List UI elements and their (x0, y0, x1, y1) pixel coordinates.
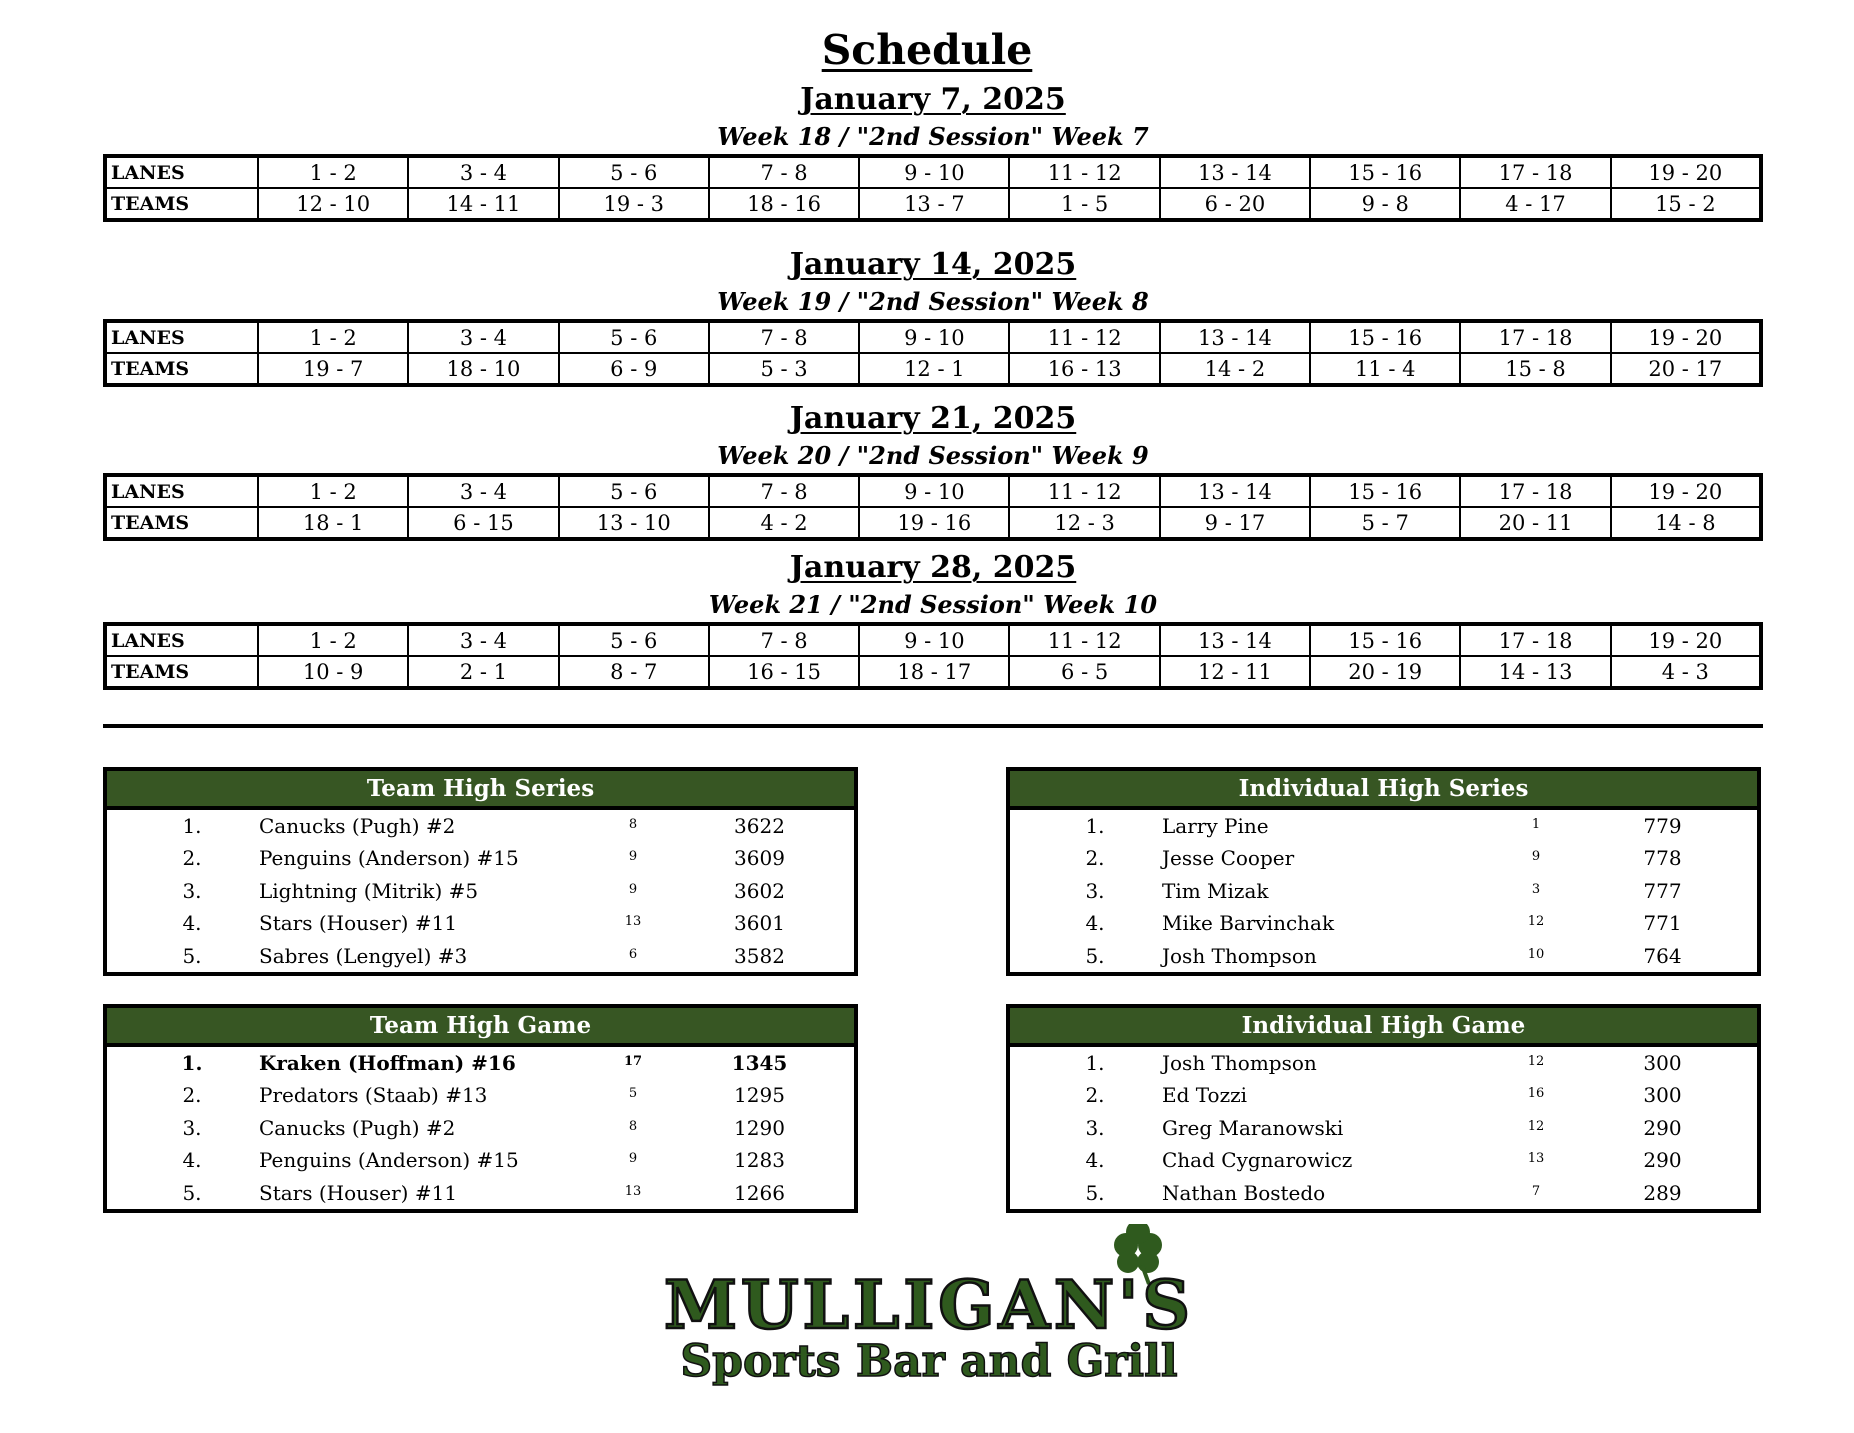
lane-cell: 19 - 20 (1611, 475, 1761, 507)
standing-row (107, 1047, 854, 1079)
lane-cell: 17 - 18 (1460, 624, 1610, 656)
lane-number: 17 (623, 1054, 643, 1069)
matchup-cell: 5 - 3 (709, 353, 859, 385)
week-label: Week 20 / "2nd Session" Week 9 (717, 441, 1149, 470)
week-date: January 21, 2025 (789, 401, 1077, 436)
lane-cell: 5 - 6 (559, 475, 709, 507)
standing-row (107, 1177, 854, 1209)
standing-row (107, 1144, 854, 1176)
matchup-cell: 14 - 8 (1611, 507, 1761, 539)
matchup-cell: 5 - 7 (1310, 507, 1460, 539)
score: 771 (1643, 911, 1682, 936)
box-title: Individual High Game (1010, 1008, 1757, 1047)
lane-cell: 9 - 10 (859, 624, 1009, 656)
standing-row (107, 875, 854, 907)
matchup-cell: 15 - 2 (1611, 188, 1761, 220)
lane-cell: 9 - 10 (859, 321, 1009, 353)
standing-row (107, 907, 854, 939)
score: 1345 (731, 1051, 788, 1075)
rank: 1. (181, 1051, 203, 1075)
lane-number: 12 (1527, 914, 1545, 930)
score: 3609 (734, 846, 785, 871)
lane-number: 5 (628, 1086, 638, 1102)
matchup-cell: 20 - 19 (1310, 656, 1460, 688)
week-date: January 28, 2025 (789, 550, 1077, 585)
week-block (103, 399, 1763, 541)
matchup-cell: 12 - 11 (1160, 656, 1310, 688)
score: 1295 (734, 1083, 785, 1108)
matchup-cell: 18 - 16 (709, 188, 859, 220)
name: Ed Tozzi (1162, 1083, 1248, 1108)
matchup-cell: 6 - 5 (1009, 656, 1159, 688)
teams-row (105, 656, 1761, 688)
week-label: Week 19 / "2nd Session" Week 8 (717, 287, 1149, 316)
schedule-table (103, 622, 1763, 690)
matchup-cell: 9 - 17 (1160, 507, 1310, 539)
lane-cell: 17 - 18 (1460, 321, 1610, 353)
score: 778 (1643, 846, 1682, 871)
name: Canucks (Pugh) #2 (259, 1115, 456, 1140)
lane-cell: 7 - 8 (709, 475, 859, 507)
rank: 1. (1085, 1051, 1105, 1075)
lanes-row (105, 475, 1761, 507)
individual-high-game-box (1006, 1004, 1761, 1213)
teams-label: TEAMS (105, 507, 258, 539)
lane-cell: 3 - 4 (408, 624, 558, 656)
standing-row (1010, 875, 1757, 907)
rank: 5. (1085, 943, 1105, 968)
teams-label: TEAMS (105, 656, 258, 688)
matchup-cell: 6 - 9 (559, 353, 709, 385)
lane-number: 10 (1527, 946, 1545, 962)
score: 764 (1643, 943, 1682, 968)
score: 289 (1643, 1180, 1682, 1205)
lane-number: 1 (1531, 817, 1541, 832)
lane-cell: 13 - 14 (1160, 475, 1310, 507)
lane-cell: 1 - 2 (258, 321, 408, 353)
rank: 2. (1085, 1083, 1105, 1108)
name: Tim Mizak (1162, 878, 1269, 903)
lane-number: 9 (628, 881, 638, 897)
name: Penguins (Anderson) #15 (259, 1148, 519, 1173)
rank: 3. (1085, 878, 1105, 903)
team-high-series-box (103, 767, 858, 976)
teams-row (105, 188, 1761, 220)
box-title: Team High Series (107, 771, 854, 810)
box-title: Individual High Series (1010, 771, 1757, 810)
lane-cell: 5 - 6 (559, 624, 709, 656)
lane-cell: 3 - 4 (408, 321, 558, 353)
box-title: Team High Game (107, 1008, 854, 1047)
lane-number: 12 (1527, 1054, 1545, 1069)
rank: 4. (1085, 1148, 1105, 1173)
matchup-cell: 19 - 7 (258, 353, 408, 385)
schedule-table (103, 473, 1763, 541)
matchup-cell: 18 - 1 (258, 507, 408, 539)
team-high-game-box (103, 1004, 858, 1213)
name: Jesse Cooper (1162, 846, 1295, 871)
schedule-table (103, 319, 1763, 387)
lane-cell: 15 - 16 (1310, 156, 1460, 188)
week-block (103, 245, 1763, 387)
week-block (103, 80, 1763, 222)
section-divider (103, 724, 1763, 728)
name: Predators (Staab) #13 (259, 1083, 488, 1108)
lane-number: 8 (628, 817, 638, 832)
matchup-cell: 13 - 10 (559, 507, 709, 539)
standing-row (107, 810, 854, 842)
matchup-cell: 6 - 15 (408, 507, 558, 539)
standing-row (107, 842, 854, 874)
lane-cell: 9 - 10 (859, 475, 1009, 507)
name: Josh Thompson (1162, 943, 1317, 968)
rank: 1. (182, 814, 202, 838)
lane-cell: 1 - 2 (258, 156, 408, 188)
lane-cell: 13 - 14 (1160, 624, 1310, 656)
rank: 4. (1085, 911, 1105, 936)
matchup-cell: 2 - 1 (408, 656, 558, 688)
schedule-table (103, 154, 1763, 222)
matchup-cell: 16 - 15 (709, 656, 859, 688)
lanes-row (105, 624, 1761, 656)
lane-cell: 1 - 2 (258, 475, 408, 507)
lane-cell: 7 - 8 (709, 321, 859, 353)
score: 1266 (734, 1180, 785, 1205)
name: Penguins (Anderson) #15 (259, 846, 519, 871)
lane-cell: 7 - 8 (709, 624, 859, 656)
rank: 3. (1085, 1115, 1105, 1140)
mulligans-logo (598, 1224, 1260, 1386)
name: Greg Maranowski (1162, 1115, 1344, 1140)
lane-cell: 11 - 12 (1009, 321, 1159, 353)
standing-row (1010, 842, 1757, 874)
score: 3601 (734, 911, 785, 936)
teams-label: TEAMS (105, 353, 258, 385)
name: Chad Cygnarowicz (1162, 1148, 1353, 1173)
matchup-cell: 14 - 11 (408, 188, 558, 220)
logo-line-1: MULLIGAN'S (663, 1266, 1195, 1344)
lane-cell: 15 - 16 (1310, 624, 1460, 656)
lane-cell: 15 - 16 (1310, 321, 1460, 353)
logo-line-2: Sports Bar and Grill (680, 1336, 1178, 1386)
rank: 2. (1085, 846, 1105, 871)
lane-number: 8 (628, 1118, 638, 1134)
name: Stars (Houser) #11 (259, 1180, 458, 1205)
lane-cell: 9 - 10 (859, 156, 1009, 188)
name: Josh Thompson (1162, 1051, 1317, 1075)
rank: 5. (182, 1180, 202, 1205)
lane-number: 9 (1531, 849, 1541, 865)
matchup-cell: 12 - 3 (1009, 507, 1159, 539)
score: 1290 (734, 1115, 785, 1140)
lane-cell: 11 - 12 (1009, 475, 1159, 507)
standing-row (1010, 810, 1757, 842)
week-date: January 7, 2025 (800, 82, 1066, 117)
lane-cell: 13 - 14 (1160, 321, 1310, 353)
teams-label: TEAMS (105, 188, 258, 220)
lanes-label: LANES (105, 624, 258, 656)
week-label: Week 18 / "2nd Session" Week 7 (717, 122, 1149, 151)
lanes-label: LANES (105, 475, 258, 507)
matchup-cell: 16 - 13 (1009, 353, 1159, 385)
name: Nathan Bostedo (1162, 1180, 1326, 1205)
lane-cell: 19 - 20 (1611, 624, 1761, 656)
lane-cell: 13 - 14 (1160, 156, 1310, 188)
matchup-cell: 6 - 20 (1160, 188, 1310, 220)
teams-row (105, 507, 1761, 539)
rank: 5. (1085, 1180, 1105, 1205)
matchup-cell: 20 - 11 (1460, 507, 1610, 539)
matchup-cell: 19 - 3 (559, 188, 709, 220)
lane-number: 16 (1527, 1086, 1545, 1102)
score: 1283 (734, 1148, 785, 1173)
page-title: Schedule (821, 26, 1033, 74)
rank: 3. (182, 1115, 202, 1140)
standing-row (1010, 940, 1757, 972)
matchup-cell: 13 - 7 (859, 188, 1009, 220)
score: 3582 (734, 943, 785, 968)
score: 3622 (734, 814, 785, 838)
name: Stars (Houser) #11 (259, 911, 458, 936)
lane-cell: 7 - 8 (709, 156, 859, 188)
rank: 1. (1085, 814, 1105, 838)
standing-row (1010, 1047, 1757, 1079)
rank: 5. (182, 943, 202, 968)
week-block (103, 548, 1763, 690)
score: 300 (1643, 1051, 1682, 1075)
lane-cell: 11 - 12 (1009, 624, 1159, 656)
rank: 4. (182, 911, 202, 936)
standing-row (107, 1112, 854, 1144)
standing-row (1010, 907, 1757, 939)
matchup-cell: 20 - 17 (1611, 353, 1761, 385)
rank: 2. (182, 846, 202, 871)
score: 3602 (734, 878, 785, 903)
score: 300 (1643, 1083, 1682, 1108)
score: 779 (1643, 814, 1682, 838)
standing-row (1010, 1177, 1757, 1209)
lane-cell: 5 - 6 (559, 156, 709, 188)
matchup-cell: 18 - 17 (859, 656, 1009, 688)
lane-cell: 5 - 6 (559, 321, 709, 353)
name: Kraken (Hoffman) #16 (259, 1051, 516, 1075)
lane-number: 3 (1531, 881, 1541, 897)
week-date: January 14, 2025 (789, 247, 1077, 282)
matchup-cell: 19 - 16 (859, 507, 1009, 539)
standing-row (107, 1079, 854, 1111)
lanes-label: LANES (105, 321, 258, 353)
standing-row (1010, 1144, 1757, 1176)
lane-number: 13 (624, 1183, 642, 1199)
matchup-cell: 12 - 1 (859, 353, 1009, 385)
matchup-cell: 11 - 4 (1310, 353, 1460, 385)
lane-cell: 15 - 16 (1310, 475, 1460, 507)
matchup-cell: 4 - 2 (709, 507, 859, 539)
lane-cell: 1 - 2 (258, 624, 408, 656)
matchup-cell: 12 - 10 (258, 188, 408, 220)
matchup-cell: 14 - 13 (1460, 656, 1610, 688)
lane-number: 6 (628, 946, 638, 962)
lane-number: 13 (624, 914, 642, 930)
rank: 2. (182, 1083, 202, 1108)
score: 290 (1643, 1115, 1682, 1140)
teams-row (105, 353, 1761, 385)
lane-number: 12 (1527, 1118, 1545, 1134)
name: Lightning (Mitrik) #5 (259, 878, 479, 903)
lane-cell: 3 - 4 (408, 156, 558, 188)
individual-high-series-box (1006, 767, 1761, 976)
lanes-row (105, 321, 1761, 353)
lane-number: 9 (628, 1151, 638, 1167)
lane-cell: 3 - 4 (408, 475, 558, 507)
week-label: Week 21 / "2nd Session" Week 10 (708, 590, 1158, 619)
lanes-label: LANES (105, 156, 258, 188)
lane-cell: 19 - 20 (1611, 321, 1761, 353)
standing-row (107, 940, 854, 972)
score: 290 (1643, 1148, 1682, 1173)
name: Larry Pine (1162, 814, 1269, 838)
standing-row (1010, 1112, 1757, 1144)
matchup-cell: 14 - 2 (1160, 353, 1310, 385)
lane-number: 9 (628, 849, 638, 865)
matchup-cell: 10 - 9 (258, 656, 408, 688)
rank: 4. (182, 1148, 202, 1173)
lane-cell: 11 - 12 (1009, 156, 1159, 188)
name: Sabres (Lengyel) #3 (259, 943, 468, 968)
lane-cell: 17 - 18 (1460, 156, 1610, 188)
matchup-cell: 1 - 5 (1009, 188, 1159, 220)
lane-number: 7 (1531, 1183, 1541, 1199)
matchup-cell: 4 - 3 (1611, 656, 1761, 688)
matchup-cell: 8 - 7 (559, 656, 709, 688)
matchup-cell: 15 - 8 (1460, 353, 1610, 385)
matchup-cell: 18 - 10 (408, 353, 558, 385)
name: Mike Barvinchak (1162, 911, 1335, 936)
score: 777 (1643, 878, 1682, 903)
lane-cell: 19 - 20 (1611, 156, 1761, 188)
matchup-cell: 4 - 17 (1460, 188, 1610, 220)
standing-row (1010, 1079, 1757, 1111)
name: Canucks (Pugh) #2 (259, 814, 456, 838)
lane-cell: 17 - 18 (1460, 475, 1610, 507)
lanes-row (105, 156, 1761, 188)
matchup-cell: 9 - 8 (1310, 188, 1460, 220)
rank: 3. (182, 878, 202, 903)
lane-number: 13 (1527, 1151, 1545, 1167)
